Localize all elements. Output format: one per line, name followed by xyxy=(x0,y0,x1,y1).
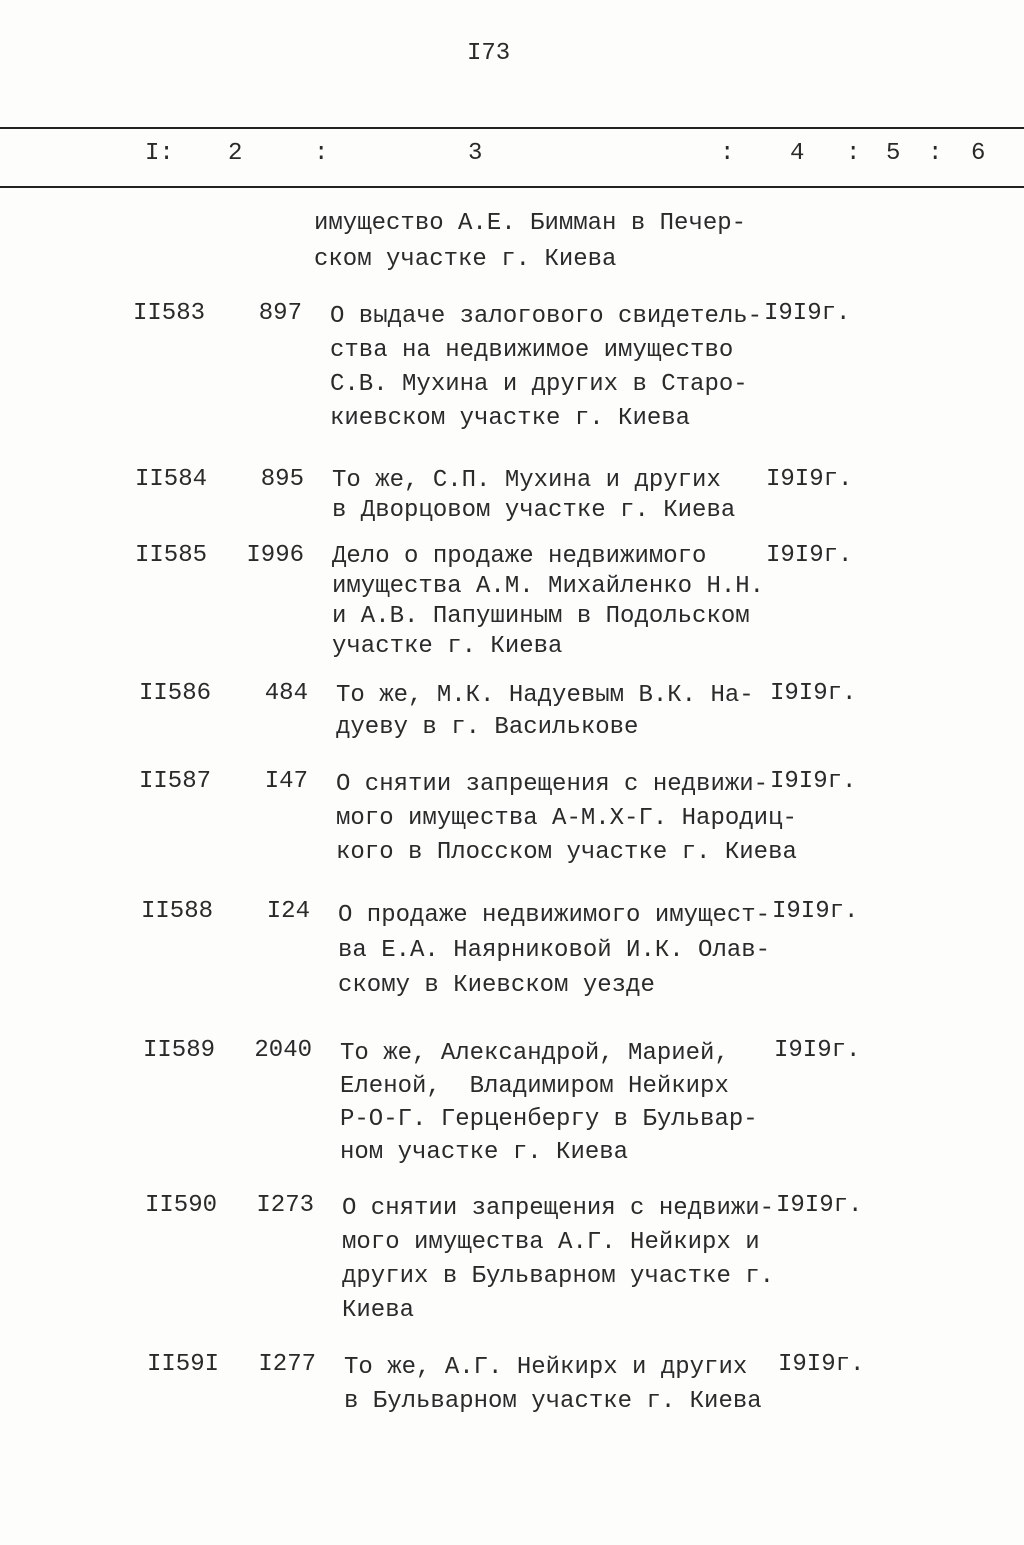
column-header-5: 5 xyxy=(886,140,901,167)
record-number: II587 xyxy=(139,768,212,795)
record-number: II590 xyxy=(145,1192,218,1219)
header-bottom-rule xyxy=(0,186,1024,188)
text-line: других в Бульварном участке г. xyxy=(342,1263,775,1290)
text-line: ва Е.А. Наярниковой И.К. Олав- xyxy=(338,937,771,964)
file-code: 895 xyxy=(260,466,304,493)
record-year: I9I9г. xyxy=(774,1037,861,1064)
file-code: 897 xyxy=(258,300,302,327)
text-line: имущества А.М. Михайленко Н.Н. xyxy=(332,573,765,600)
text-line: участке г. Киева xyxy=(332,633,563,660)
text-line: То же, Александрой, Марией, xyxy=(340,1040,729,1067)
text-line: О продаже недвижимого имущест- xyxy=(338,902,771,929)
record-year: I9I9г. xyxy=(770,680,857,707)
text-line: То же, А.Г. Нейкирх и других xyxy=(344,1354,748,1381)
text-line: То же, С.П. Мухина и других xyxy=(332,467,721,494)
record-description xyxy=(336,768,797,870)
record-year: I9I9г. xyxy=(778,1351,865,1378)
file-code: 484 xyxy=(264,680,308,707)
text-line: ном участке г. Киева xyxy=(340,1139,629,1166)
text-line: киевском участке г. Киева xyxy=(330,405,691,432)
column-separator: : xyxy=(846,140,861,167)
file-code: I24 xyxy=(266,898,310,925)
record-number: II588 xyxy=(141,898,214,925)
column-header-6: 6 xyxy=(971,140,986,167)
file-code: I273 xyxy=(256,1192,314,1219)
text-line: С.В. Мухина и других в Старо- xyxy=(330,371,748,398)
file-code: I47 xyxy=(264,768,308,795)
column-header-1: I: xyxy=(145,140,174,167)
file-code: I277 xyxy=(258,1351,316,1378)
record-year: I9I9г. xyxy=(766,542,853,569)
text-line: ском участке г. Киева xyxy=(314,246,617,273)
text-line: Киева xyxy=(342,1297,415,1324)
column-separator: : xyxy=(928,140,943,167)
text-line: и А.В. Папушиным в Подольском xyxy=(332,603,750,630)
record-description xyxy=(336,680,754,744)
column-header-2: 2 xyxy=(228,140,243,167)
record-year: I9I9г. xyxy=(770,768,857,795)
file-code: 2040 xyxy=(254,1037,312,1064)
text-line: мого имущества А-М.Х-Г. Народиц- xyxy=(336,805,797,832)
text-line: ства на недвижимое имущество xyxy=(330,337,734,364)
text-line: Еленой, Владимиром Нейкирх xyxy=(340,1073,729,1100)
record-year: I9I9г. xyxy=(764,300,851,327)
text-line: Дело о продаже недвижимого xyxy=(332,543,707,570)
page-number: I73 xyxy=(467,40,511,67)
record-number: II583 xyxy=(133,300,206,327)
record-number: II585 xyxy=(135,542,208,569)
record-year: I9I9г. xyxy=(766,466,853,493)
record-number: II586 xyxy=(139,680,212,707)
column-header-3: 3 xyxy=(468,140,483,167)
record-number: II584 xyxy=(135,466,208,493)
text-line: То же, М.К. Надуевым В.К. На- xyxy=(336,682,754,709)
text-line: О снятии запрещения с недвижи- xyxy=(342,1195,775,1222)
text-line: в Бульварном участке г. Киева xyxy=(344,1388,762,1415)
record-description xyxy=(340,1037,758,1169)
record-description xyxy=(344,1351,762,1419)
column-header-4: 4 xyxy=(790,140,805,167)
header-top-rule xyxy=(0,127,1024,129)
record-year: I9I9г. xyxy=(776,1192,863,1219)
file-code: I996 xyxy=(246,542,304,569)
record-year: I9I9г. xyxy=(772,898,859,925)
column-separator: : xyxy=(720,140,735,167)
text-line: О выдаче залогового свидетель- xyxy=(330,303,763,330)
record-number: II59I xyxy=(147,1351,220,1378)
text-line: имущество А.Е. Бимман в Печер- xyxy=(314,210,747,237)
text-line: скому в Киевском уезде xyxy=(338,972,655,999)
text-line: Р-О-Г. Герценбергу в Бульвар- xyxy=(340,1106,758,1133)
record-description xyxy=(338,898,770,1003)
text-line: О снятии запрещения с недвижи- xyxy=(336,771,769,798)
record-description xyxy=(330,300,762,436)
text-line: мого имущества А.Г. Нейкирх и xyxy=(342,1229,760,1256)
record-description xyxy=(342,1192,774,1328)
column-separator: : xyxy=(314,140,329,167)
record-number: II589 xyxy=(143,1037,216,1064)
record-description xyxy=(332,542,764,662)
record-description xyxy=(332,466,735,526)
text-line: кого в Плосском участке г. Киева xyxy=(336,839,797,866)
text-line: дуеву в г. Василькове xyxy=(336,714,639,741)
text-line: в Дворцовом участке г. Киева xyxy=(332,497,736,524)
